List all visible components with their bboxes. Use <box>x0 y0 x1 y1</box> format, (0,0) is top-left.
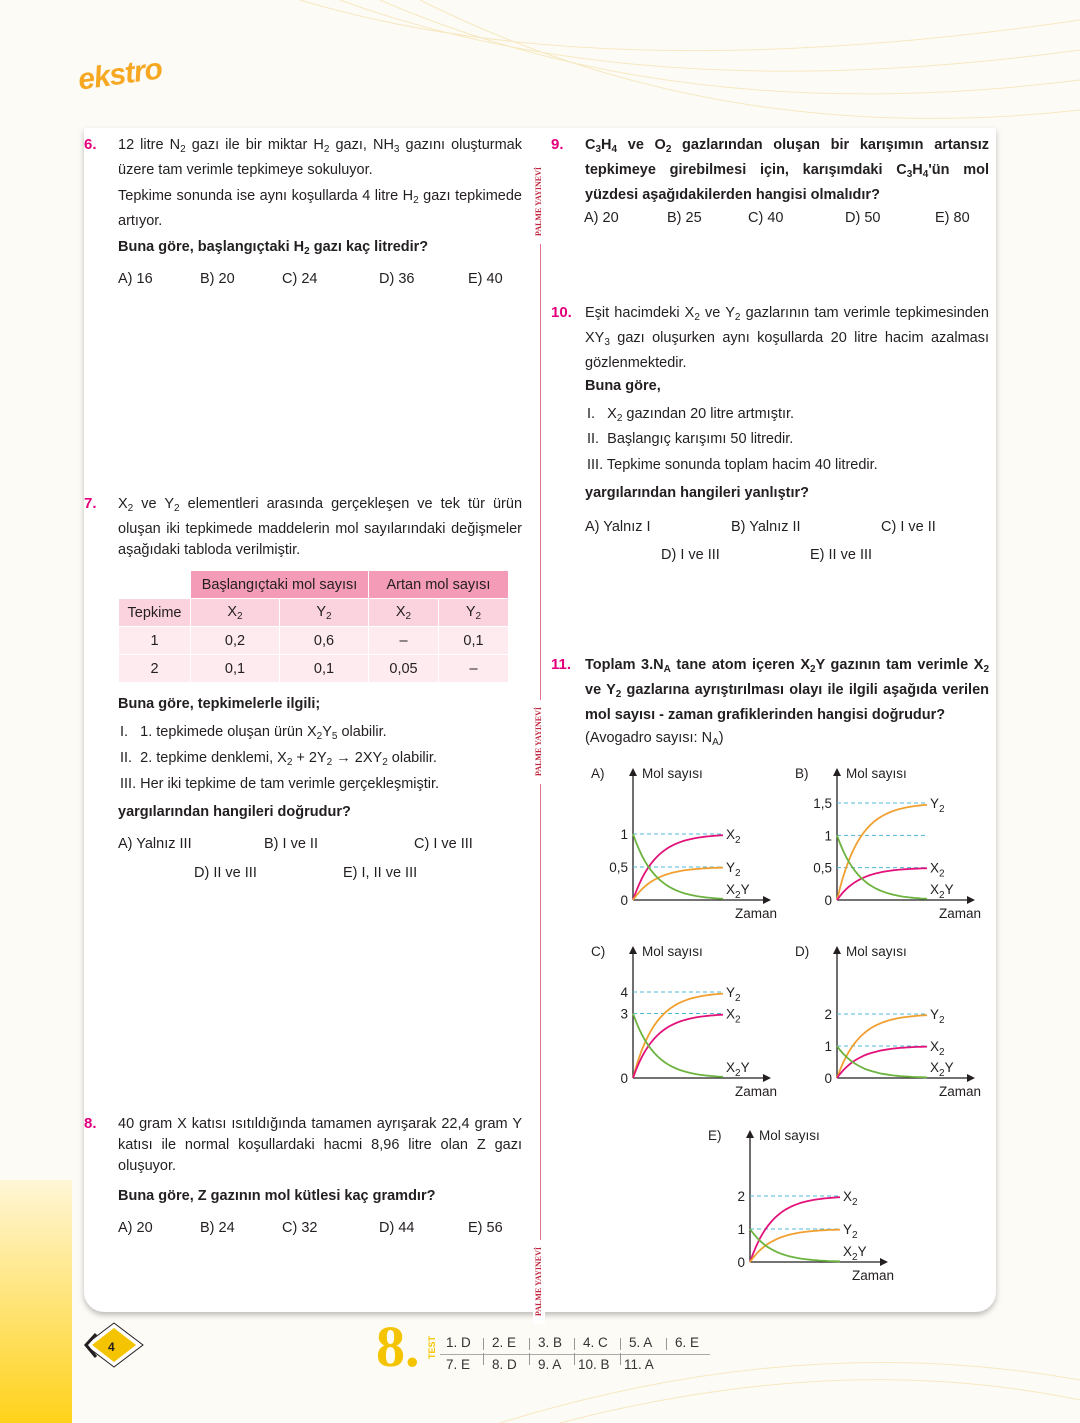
y-axis-arrow-icon <box>833 946 841 954</box>
question-number: 9. <box>551 136 564 153</box>
y-axis-arrow-icon <box>629 768 637 776</box>
y-tick-label: 1 <box>824 828 832 844</box>
answer-item: 10. B <box>578 1357 610 1372</box>
y-tick-label: 2 <box>824 1007 832 1022</box>
option-c[interactable]: C) 32 <box>282 1220 318 1236</box>
answer-item: 5. A <box>629 1335 653 1350</box>
answer-item: 9. A <box>538 1357 562 1372</box>
x-axis-label: Zaman <box>938 1084 981 1099</box>
option-c[interactable]: C) 24 <box>282 271 318 287</box>
question-number: 6. <box>84 136 97 153</box>
series-line <box>837 835 927 899</box>
table-cell: 0,05 <box>369 655 439 683</box>
answer-item: 3. B <box>538 1335 563 1350</box>
option-b[interactable]: B) I ve II <box>264 836 318 852</box>
question-text: Toplam $3.N_A$ tane atom içeren $X_2Y$ gazının tam verimle $X_2$ ve $Y_2$ gazlarına ayrıştırılması olayı ile ilgili aşağıda verilen mol sayısı - zaman grafiklerinden hangisi doğrudur? <box>585 657 990 723</box>
x-axis-label: Zaman <box>938 906 981 921</box>
question-text: Tepkime sonunda ise aynı koşullarda 4 litre $H_2$ gazı tepkimede artıyor. <box>118 188 522 229</box>
test-label: TEST <box>427 1336 437 1360</box>
option-e[interactable]: E) 40 <box>468 271 503 287</box>
question-number: 7. <box>84 495 97 512</box>
option-e[interactable]: E) I, II ve III <box>343 865 418 881</box>
answer-separator <box>574 1338 575 1350</box>
option-b[interactable]: B) Yalnız II <box>731 519 801 535</box>
option-label: B) <box>795 766 809 781</box>
column-header: $X_2$ <box>369 599 439 627</box>
publisher-logo: PALME YAYINEVİ <box>533 700 545 784</box>
question-prompt: Buna göre, başlangıçtaki $H_2$ gazı kaç litredir? <box>118 239 429 257</box>
option-label: A) <box>591 766 605 781</box>
option-e[interactable]: E) 80 <box>935 210 970 226</box>
table-cell: 0,1 <box>280 655 369 683</box>
option-d[interactable]: D) 44 <box>379 1220 415 1236</box>
series-label: $Y_2$ <box>843 1222 858 1241</box>
series-label: $Y_2$ <box>726 985 741 1004</box>
option-a[interactable]: A) 20 <box>584 210 619 226</box>
series-label: $Y_2$ <box>726 860 741 879</box>
column-header: $X_2$ <box>191 599 280 627</box>
option-d[interactable]: D) 36 <box>379 271 415 287</box>
table-cell: 0,6 <box>280 627 369 655</box>
answer-separator <box>574 1353 575 1365</box>
graph-option-e[interactable] <box>702 1124 907 1286</box>
y-tick-label: 0 <box>737 1255 745 1270</box>
table-cell: 1 <box>119 627 191 655</box>
statement-3: III. Tepkime sonunda toplam hacim 40 litredir. <box>587 457 878 473</box>
graph-option-c[interactable] <box>585 940 790 1102</box>
series-label: $X_2Y$ <box>726 1060 750 1079</box>
series-label: $X_2Y$ <box>843 1244 867 1263</box>
statement-2: II. Başlangıç karışımı 50 litredir. <box>587 431 794 447</box>
option-a[interactable]: A) 16 <box>118 271 153 287</box>
answer-separator <box>529 1338 530 1350</box>
table-cell: – <box>369 627 439 655</box>
group-header: Başlangıçtaki mol sayısı <box>191 571 369 599</box>
option-c[interactable]: C) I ve II <box>881 519 936 535</box>
table-cell: 0,1 <box>439 627 509 655</box>
test-number: 8. <box>376 1314 420 1379</box>
option-e[interactable]: E) 56 <box>468 1220 503 1236</box>
statement-2: II. 2. tepkime denklemi, $X_2 + 2Y_2 \to 2XY_2$ olabilir. <box>120 750 437 768</box>
side-color-strip <box>0 1180 72 1423</box>
question-intro: Buna göre, tepkimelerle ilgili; <box>118 696 321 712</box>
statement-1: I. 1. tepkimede oluşan ürün $X_2Y_5$ olabilir. <box>120 724 387 742</box>
series-label: $X_2Y$ <box>930 1060 954 1079</box>
x-axis-arrow-icon <box>880 1258 888 1266</box>
column-header: Tepkime <box>119 599 191 627</box>
x-axis-arrow-icon <box>967 896 975 904</box>
x-axis-label: Zaman <box>734 906 777 921</box>
y-tick-label: 0 <box>620 1071 628 1086</box>
answer-item: 6. E <box>675 1335 700 1350</box>
question-number: 11. <box>551 656 572 673</box>
option-d[interactable]: D) II ve III <box>194 865 257 881</box>
series-line <box>837 868 927 900</box>
column-header: $Y_2$ <box>439 599 509 627</box>
question-prompt: yargılarından hangileri doğrudur? <box>118 804 351 820</box>
publisher-logo: PALME YAYINEVİ <box>533 1240 545 1324</box>
y-tick-label: 0 <box>824 893 832 908</box>
y-tick-label: 0 <box>824 1071 832 1086</box>
question-intro: Buna göre, <box>585 378 661 394</box>
table-cell: 0,1 <box>191 655 280 683</box>
option-d[interactable]: D) 50 <box>845 210 881 226</box>
y-tick-label: 1,5 <box>813 796 832 811</box>
series-label: $Y_2$ <box>930 796 945 815</box>
option-label: C) <box>591 944 606 959</box>
option-b[interactable]: B) 24 <box>200 1220 235 1236</box>
series-label: $X_2$ <box>843 1189 858 1208</box>
option-d[interactable]: D) I ve III <box>661 547 720 563</box>
answer-separator <box>483 1353 484 1365</box>
table-row <box>119 627 509 655</box>
series-line <box>633 994 723 1078</box>
table-cell: 0,2 <box>191 627 280 655</box>
column-header: $Y_2$ <box>280 599 369 627</box>
statement-3: III. Her iki tepkime de tam verimle gerçekleşmiştir. <box>120 776 440 792</box>
option-a[interactable]: A) 20 <box>118 1220 153 1236</box>
y-tick-label: 0,5 <box>609 860 628 875</box>
x-axis-arrow-icon <box>763 1074 771 1082</box>
series-label: $X_2Y$ <box>726 882 750 901</box>
graph-option-a[interactable] <box>585 762 790 924</box>
option-a[interactable]: A) Yalnız III <box>118 836 192 852</box>
series-label: $Y_2$ <box>930 1007 945 1026</box>
y-tick-label: 3 <box>620 1006 628 1022</box>
y-axis-arrow-icon <box>833 768 841 776</box>
series-label: $X_2Y$ <box>930 882 954 901</box>
table-cell: – <box>439 655 509 683</box>
answer-item: 2. E <box>492 1335 517 1350</box>
ekstro-logo: ekstro <box>76 52 164 97</box>
answer-item: 8. D <box>492 1357 517 1372</box>
question-prompt: yargılarından hangileri yanlıştır? <box>585 485 810 501</box>
group-header: Artan mol sayısı <box>369 571 509 599</box>
statement-1: I. $X_2$ gazından 20 litre artmıştır. <box>587 406 795 424</box>
y-axis-arrow-icon <box>746 1130 754 1138</box>
y-tick-label: 0 <box>620 893 628 908</box>
answer-separator <box>529 1353 530 1365</box>
table-row <box>119 655 509 683</box>
y-tick-label: 0,5 <box>813 860 832 876</box>
option-b[interactable]: B) 20 <box>200 271 235 287</box>
y-axis-label: Mol sayısı <box>846 944 907 959</box>
graph-option-b[interactable] <box>789 762 994 924</box>
y-tick-label: 2 <box>737 1189 745 1204</box>
series-line <box>633 868 723 900</box>
y-tick-label: 4 <box>620 985 628 1000</box>
answer-item: 1. D <box>446 1335 471 1350</box>
option-c[interactable]: C) I ve III <box>414 836 473 852</box>
mol-table <box>118 570 509 683</box>
answer-separator <box>620 1353 621 1365</box>
y-axis-label: Mol sayısı <box>642 766 703 781</box>
question-text: $C_3H_4$ ve $O_2$ gazlarından oluşan bir karışımın artansız tepkimeye girebilmesi için, karışımdaki $C_3H_4'ün$ mol yüzdesi aşağıdakilerden hangisi olmalıdır? <box>585 137 989 203</box>
x-axis-arrow-icon <box>967 1074 975 1082</box>
graph-option-d[interactable] <box>789 940 994 1102</box>
y-axis-label: Mol sayısı <box>759 1128 820 1143</box>
question-prompt: Buna göre, Z gazının mol kütlesi kaç gramdır? <box>118 1188 436 1204</box>
answer-item: 4. C <box>583 1335 608 1350</box>
x-axis-label: Zaman <box>734 1084 777 1099</box>
answer-key-rule <box>440 1354 710 1355</box>
series-label: $X_2$ <box>930 1039 945 1058</box>
question-number: 8. <box>84 1115 97 1132</box>
answer-item: 11. A <box>624 1357 654 1372</box>
y-axis-arrow-icon <box>629 946 637 954</box>
option-label: D) <box>795 944 810 959</box>
question-text: 40 gram X katısı ısıtıldığında tamamen ayrışarak 22,4 gram Y katısı ile normal koşullardaki hacmi 8,96 litre olan Z gazı oluşuyor. <box>118 1116 522 1174</box>
answer-separator <box>620 1338 621 1350</box>
answer-separator <box>666 1338 667 1350</box>
y-axis-label: Mol sayısı <box>642 944 703 959</box>
series-label: $X_2$ <box>726 827 741 846</box>
option-c[interactable]: C) 40 <box>748 210 784 226</box>
option-label: E) <box>708 1128 722 1143</box>
page-number: 4 <box>108 1340 115 1354</box>
option-e[interactable]: E) II ve III <box>810 547 873 563</box>
question-number: 10. <box>551 304 572 321</box>
series-label: $X_2$ <box>726 1006 741 1026</box>
y-axis-label: Mol sayısı <box>846 766 907 781</box>
y-tick-label: 1 <box>620 827 628 842</box>
table-cell: 2 <box>119 655 191 683</box>
x-axis-label: Zaman <box>851 1268 894 1283</box>
series-label: $X_2$ <box>930 860 945 880</box>
publisher-logo: PALME YAYINEVİ <box>533 160 545 244</box>
y-tick-label: 1 <box>824 1039 832 1054</box>
question-note: (Avogadro sayısı: $N_A$) <box>585 730 724 748</box>
answer-separator <box>483 1338 484 1350</box>
x-axis-arrow-icon <box>763 896 771 904</box>
y-tick-label: 1 <box>737 1222 745 1237</box>
option-b[interactable]: B) 25 <box>667 210 702 226</box>
option-a[interactable]: A) Yalnız I <box>585 519 651 535</box>
answer-item: 7. E <box>446 1357 471 1372</box>
question-text: $X_2$ ve $Y_2$ elementleri arasında gerçekleşen ve tek tür ürün oluşan iki tepkimede maddelerin mol sayılarındaki değişmeler aşağıdaki tabloda verilmiştir. <box>118 496 523 558</box>
question-text: Eşit hacimdeki $X_2$ ve $Y_2$ gazlarının tam verimle tepkimesinden $XY_3$ gazı oluşurken aynı koşullarda 20 litre hacim azalması gözlenmektedir. <box>585 305 989 371</box>
question-text: 12 litre $N_2$ gazı ile bir miktar $H_2$ gazı, $NH_3$ gazını oluşturmak üzere tam verimle tepkimeye sokuluyor. <box>118 137 522 178</box>
